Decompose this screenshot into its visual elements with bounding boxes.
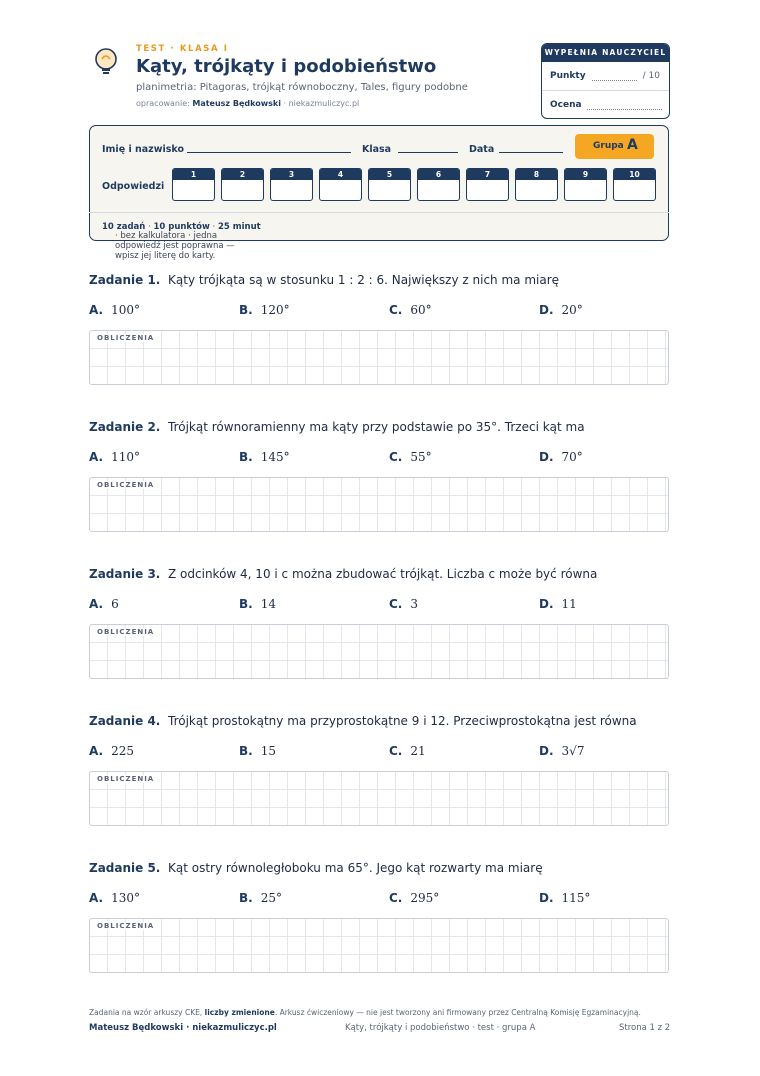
points-field[interactable]: [592, 80, 637, 81]
points-label: Punkty: [550, 71, 586, 81]
footer-note-rest: . Arkusz ćwiczeniowy — nie jest tworzony ani firmowany przez Centralną Komisję Egzaminacyjną.: [274, 1008, 641, 1017]
name-field[interactable]: [187, 152, 351, 153]
answer-option: [239, 597, 276, 611]
answer-box[interactable]: [564, 168, 607, 201]
task-text: Kąty trójkąta są w stosunku 1 : 2 : 6. Największy z nich ma miarę: [168, 273, 560, 287]
task-question: [89, 273, 559, 287]
calculation-grid[interactable]: [89, 477, 669, 532]
info-tasks: 10 zadań: [102, 222, 146, 232]
footer-note-prefix: Zadania na wzór arkuszy CKE,: [89, 1008, 205, 1017]
footer-author: Mateusz Będkowski · niekazmuliczyc.pl: [89, 1023, 277, 1033]
option-value: 3: [410, 597, 419, 611]
option-value: 60°: [410, 303, 432, 317]
option-letter: D.: [539, 450, 554, 464]
option-value: 15: [260, 744, 276, 758]
answer-option: [239, 303, 290, 317]
option-value: 55°: [410, 450, 432, 464]
calculation-label: OBLICZENIA: [97, 775, 155, 783]
answer-option: [539, 303, 583, 317]
name-label: Imię i nazwisko: [102, 144, 184, 155]
calculation-label: OBLICZENIA: [97, 334, 155, 342]
test-eyebrow: TEST · KLASA I: [136, 44, 229, 54]
option-letter: B.: [239, 744, 253, 758]
answer-option: [89, 303, 140, 317]
answer-box-number: 1: [173, 169, 214, 180]
option-letter: C.: [389, 450, 403, 464]
option-value: 70°: [561, 450, 583, 464]
author-line: [136, 99, 359, 108]
option-value: 100°: [111, 303, 140, 317]
task-label: Zadanie 5.: [89, 861, 161, 875]
answer-box-number: 5: [369, 169, 410, 180]
footer-note-bold: liczby zmienione: [204, 1008, 275, 1017]
teacher-box: [541, 43, 670, 119]
task-text: Kąt ostry równoległoboku ma 65°. Jego kąt rozwarty ma miarę: [168, 861, 543, 875]
option-value: 6: [111, 597, 119, 611]
answer-option: [239, 891, 282, 905]
page-number: Strona 1 z 2: [619, 1023, 671, 1033]
option-letter: B.: [239, 303, 253, 317]
option-letter: A.: [89, 597, 104, 611]
page-subtitle: planimetria: Pitagoras, trójkąt równoboczny, Tales, figury podobne: [136, 82, 468, 93]
answer-box-number: 4: [320, 169, 361, 180]
option-value: 110°: [111, 450, 140, 464]
answer-option: [389, 303, 432, 317]
option-letter: A.: [89, 891, 104, 905]
answer-option: [89, 597, 119, 611]
task-text: Trójkąt równoramienny ma kąty przy podstawie po 35°. Trzeci kąt ma: [168, 420, 585, 434]
answer-box[interactable]: [172, 168, 215, 201]
info-rest: · bez kalkulatora · jedna odpowiedź jest poprawna — wpisz jej literę do karty.: [115, 231, 235, 261]
answer-box-number: 2: [222, 169, 263, 180]
option-value: 145°: [260, 450, 290, 464]
group-value: A: [627, 137, 638, 153]
class-field[interactable]: [398, 152, 458, 153]
calculation-label: OBLICZENIA: [97, 922, 155, 930]
answer-option: [239, 744, 276, 758]
info-points: 10 punktów: [153, 222, 210, 232]
option-value: 120°: [260, 303, 290, 317]
points-max: / 10: [642, 71, 660, 81]
answer-box[interactable]: [270, 168, 313, 201]
option-value: 21: [410, 744, 426, 758]
answer-box[interactable]: [368, 168, 411, 201]
answer-option: [539, 450, 583, 464]
option-value: 25°: [260, 891, 282, 905]
calculation-label: OBLICZENIA: [97, 628, 155, 636]
option-letter: C.: [389, 744, 403, 758]
answer-box[interactable]: [466, 168, 509, 201]
option-letter: D.: [539, 597, 554, 611]
answer-box[interactable]: [515, 168, 558, 201]
answer-option: [539, 597, 577, 611]
lightbulb-logo-icon: [91, 46, 121, 76]
calculation-label: OBLICZENIA: [97, 481, 155, 489]
answer-option: [89, 450, 140, 464]
option-value: 225: [111, 744, 134, 758]
answer-box-number: 3: [271, 169, 312, 180]
answer-box-number: 6: [418, 169, 459, 180]
answer-option: [389, 891, 439, 905]
option-value: 3√7: [561, 744, 585, 758]
answer-box[interactable]: [319, 168, 362, 201]
calculation-grid[interactable]: [89, 330, 669, 385]
answer-box[interactable]: [417, 168, 460, 201]
task-question: [89, 420, 585, 434]
answer-option: [389, 450, 432, 464]
answer-option: [239, 450, 290, 464]
answer-box-number: 7: [467, 169, 508, 180]
task-label: Zadanie 3.: [89, 567, 161, 581]
answer-option: [389, 597, 418, 611]
points-row: [542, 62, 669, 90]
option-value: 11: [561, 597, 577, 611]
group-label: Grupa: [593, 141, 624, 151]
task-text: Trójkąt prostokątny ma przyprostokątne 9 i 12. Przeciwprostokątna jest równa: [168, 714, 637, 728]
grade-label: Ocena: [550, 100, 582, 110]
answer-option: [539, 891, 590, 905]
option-value: 130°: [111, 891, 140, 905]
answer-option: [389, 744, 426, 758]
option-value: 20°: [561, 303, 583, 317]
footer-note: [89, 1008, 641, 1017]
class-label: Klasa: [362, 144, 392, 155]
author-site: · niekazmuliczyc.pl: [280, 99, 360, 108]
option-letter: A.: [89, 450, 104, 464]
date-label: Data: [469, 144, 495, 155]
group-badge: [575, 134, 654, 159]
task-question: [89, 567, 597, 581]
task-label: Zadanie 4.: [89, 714, 161, 728]
answer-box-number: 9: [565, 169, 606, 180]
option-letter: C.: [389, 597, 403, 611]
card-info-bar: [89, 212, 669, 261]
option-letter: C.: [389, 303, 403, 317]
option-value: 295°: [410, 891, 440, 905]
option-letter: A.: [89, 744, 104, 758]
info-time: 25 minut: [217, 222, 261, 232]
card-info-text: 10 zadań · 10 punktów · 25 minut · bez kalkulatora · jedna odpowiedź jest poprawna — wpisz jej literę do karty.: [102, 222, 261, 261]
date-field[interactable]: [499, 152, 563, 153]
grade-row: [542, 90, 669, 119]
grade-field[interactable]: [587, 109, 662, 110]
teacher-box-heading: WYPEŁNIA NAUCZYCIEL: [542, 44, 669, 62]
option-letter: D.: [539, 303, 554, 317]
task-question: [89, 861, 543, 875]
option-letter: B.: [239, 597, 253, 611]
option-letter: A.: [89, 303, 104, 317]
author-name: Mateusz Będkowski: [192, 99, 281, 108]
page-title: Kąty, trójkąty i podobieństwo: [136, 56, 437, 77]
answer-box[interactable]: [221, 168, 264, 201]
author-prefix: opracowanie:: [136, 99, 193, 108]
calculation-grid[interactable]: [89, 918, 669, 973]
option-letter: C.: [389, 891, 403, 905]
task-text: Z odcinków 4, 10 i c można zbudować trójkąt. Liczba c może być równa: [168, 567, 598, 581]
option-letter: B.: [239, 450, 253, 464]
option-value: 14: [260, 597, 276, 611]
calculation-grid[interactable]: [89, 624, 669, 679]
answer-box-number: 8: [516, 169, 557, 180]
option-letter: D.: [539, 744, 554, 758]
answer-box[interactable]: [613, 168, 656, 201]
calculation-grid[interactable]: [89, 771, 669, 826]
option-value: 115°: [561, 891, 591, 905]
answer-option: [89, 891, 140, 905]
option-letter: B.: [239, 891, 253, 905]
answer-option: [539, 744, 584, 758]
task-question: [89, 714, 637, 728]
option-letter: D.: [539, 891, 554, 905]
task-label: Zadanie 2.: [89, 420, 161, 434]
answer-box-number: 10: [614, 169, 655, 180]
answer-option: [89, 744, 134, 758]
answers-label: Odpowiedzi: [102, 181, 165, 192]
task-label: Zadanie 1.: [89, 273, 161, 287]
footer-title: Kąty, trójkąty i podobieństwo · test · grupa A: [345, 1023, 536, 1033]
